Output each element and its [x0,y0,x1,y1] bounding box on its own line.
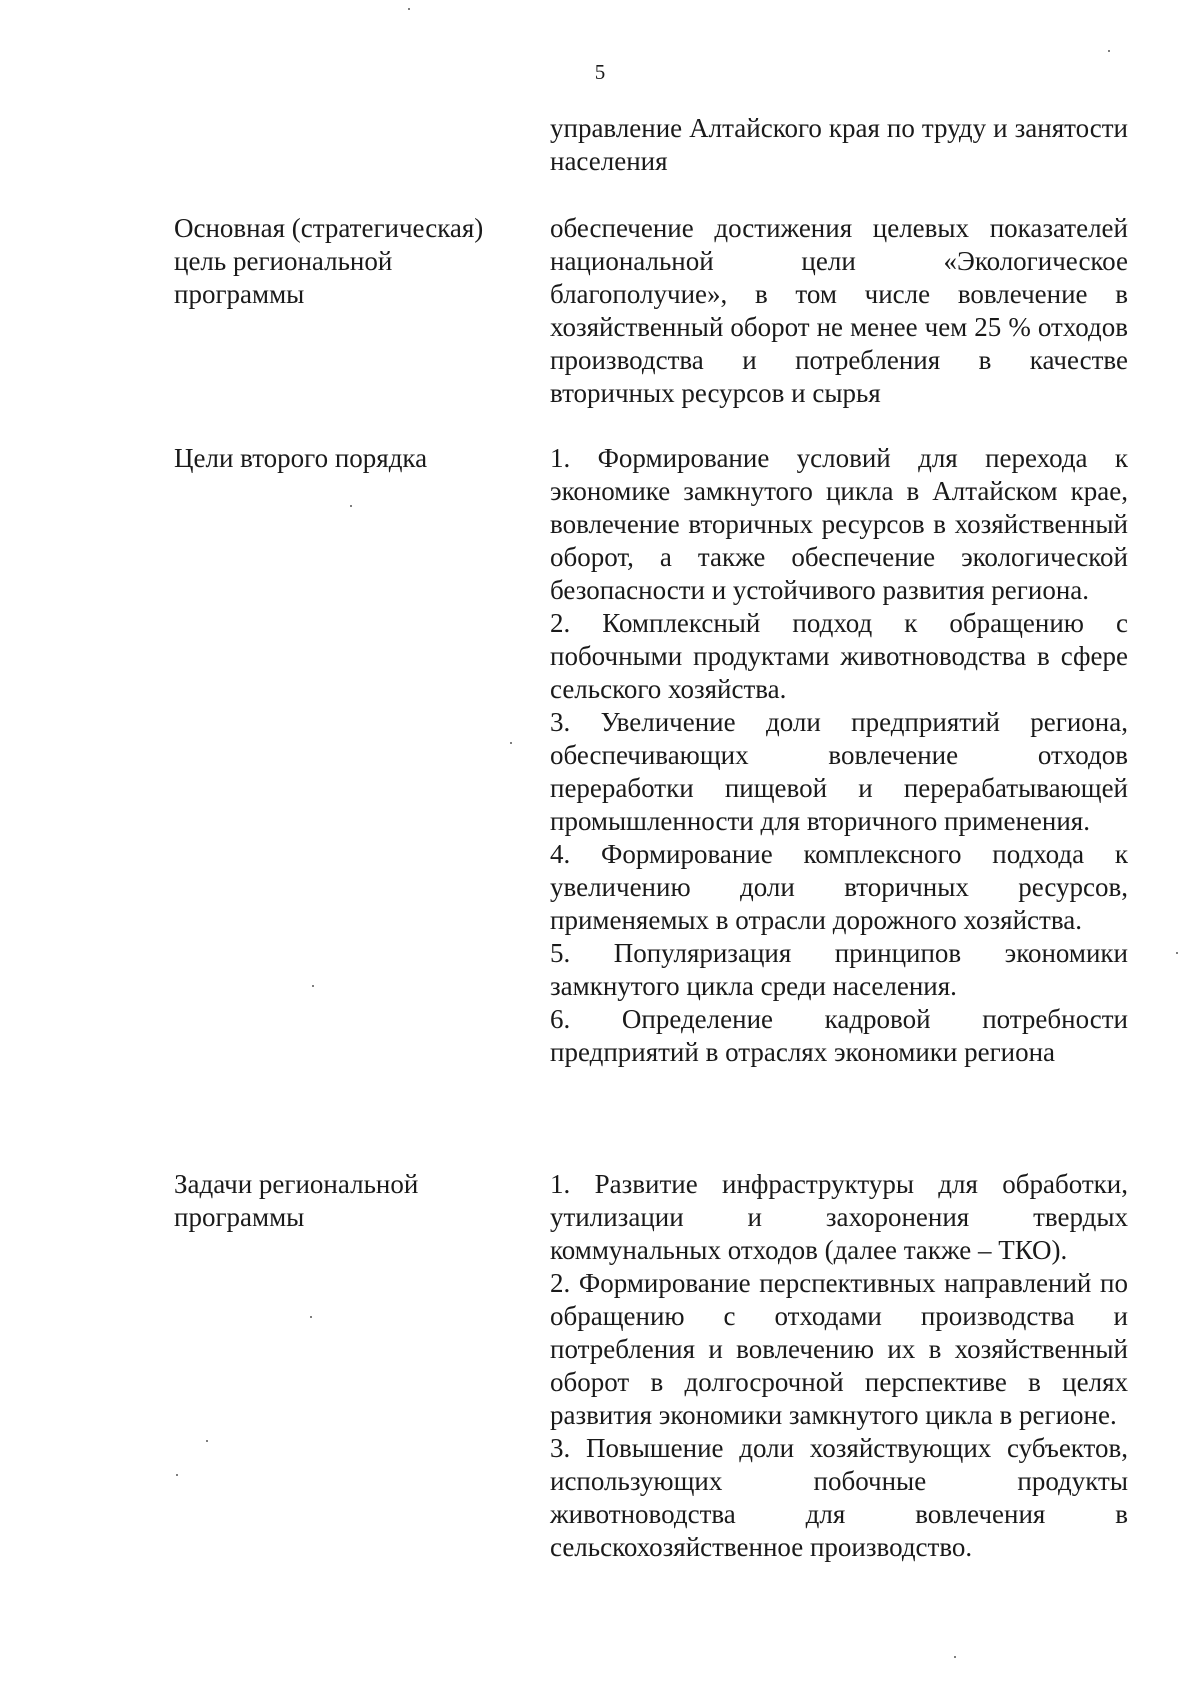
content-paragraph: 2. Формирование перспективных направлений по обращению с отходами производства и потребления и вовлечению их в хозяйственный оборот в долгосрочной перспективе в целях развития экономики замкнутого цикла в регионе. [550,1268,1128,1430]
content-paragraph: 3. Увеличение доли предприятий региона, обеспечивающих вовлечение отходов переработки пищевой и перерабатывающей промышленности для вторичного применения. [550,707,1128,836]
scan-speck [1108,50,1110,52]
section-label: Задачи региональной программы [174,1169,419,1232]
section-content [550,1168,1128,1564]
content-paragraph: 6. Определение кадровой потребности предприятий в отраслях экономики региона [550,1004,1128,1067]
scan-speck [954,1656,956,1658]
content-paragraph: управление Алтайского края по труду и занятости населения [550,113,1128,176]
scan-speck [510,742,512,744]
content-paragraph: 4. Формирование комплексного подхода к увеличению доли вторичных ресурсов, применяемых в отрасли дорожного хозяйства. [550,839,1128,935]
section-label: Основная (стратегическая) цель региональной программы [174,213,484,309]
content-paragraph: 2. Комплексный подход к обращению с побочными продуктами животноводства в сфере сельского хозяйства. [550,608,1128,704]
scan-speck [206,1440,208,1442]
content-paragraph: обеспечение достижения целевых показателей национальной цели «Экологическое благополучие», в том числе вовлечение в хозяйственный оборот не менее чем 25 % отходов производства и потребления в качестве вторичных ресурсов и сырья [550,213,1128,408]
section-content [550,442,1128,1069]
section-content [550,112,1128,178]
scan-speck [312,985,314,987]
page-number: 5 [594,60,606,84]
section-content [550,212,1128,410]
scan-speck [408,8,410,10]
scan-speck [1176,952,1178,954]
scan-speck [350,505,352,507]
content-paragraph: 1. Развитие инфраструктуры для обработки, утилизации и захоронения твердых коммунальных отходов (далее также – ТКО). [550,1169,1128,1265]
content-paragraph: 5. Популяризация принципов экономики замкнутого цикла среди населения. [550,938,1128,1001]
content-paragraph: 3. Повышение доли хозяйствующих субъектов, использующих побочные продукты животноводства для вовлечения в сельскохозяйственное производство. [550,1433,1128,1562]
scan-speck [310,1316,312,1318]
content-paragraph: 1. Формирование условий для перехода к экономике замкнутого цикла в Алтайском крае, вовлечение вторичных ресурсов в хозяйственный оборот, а также обеспечение экологической безопасности и устойчивого развития региона. [550,443,1128,605]
scan-speck [176,1474,178,1476]
section-label: Цели второго порядка [174,443,428,473]
